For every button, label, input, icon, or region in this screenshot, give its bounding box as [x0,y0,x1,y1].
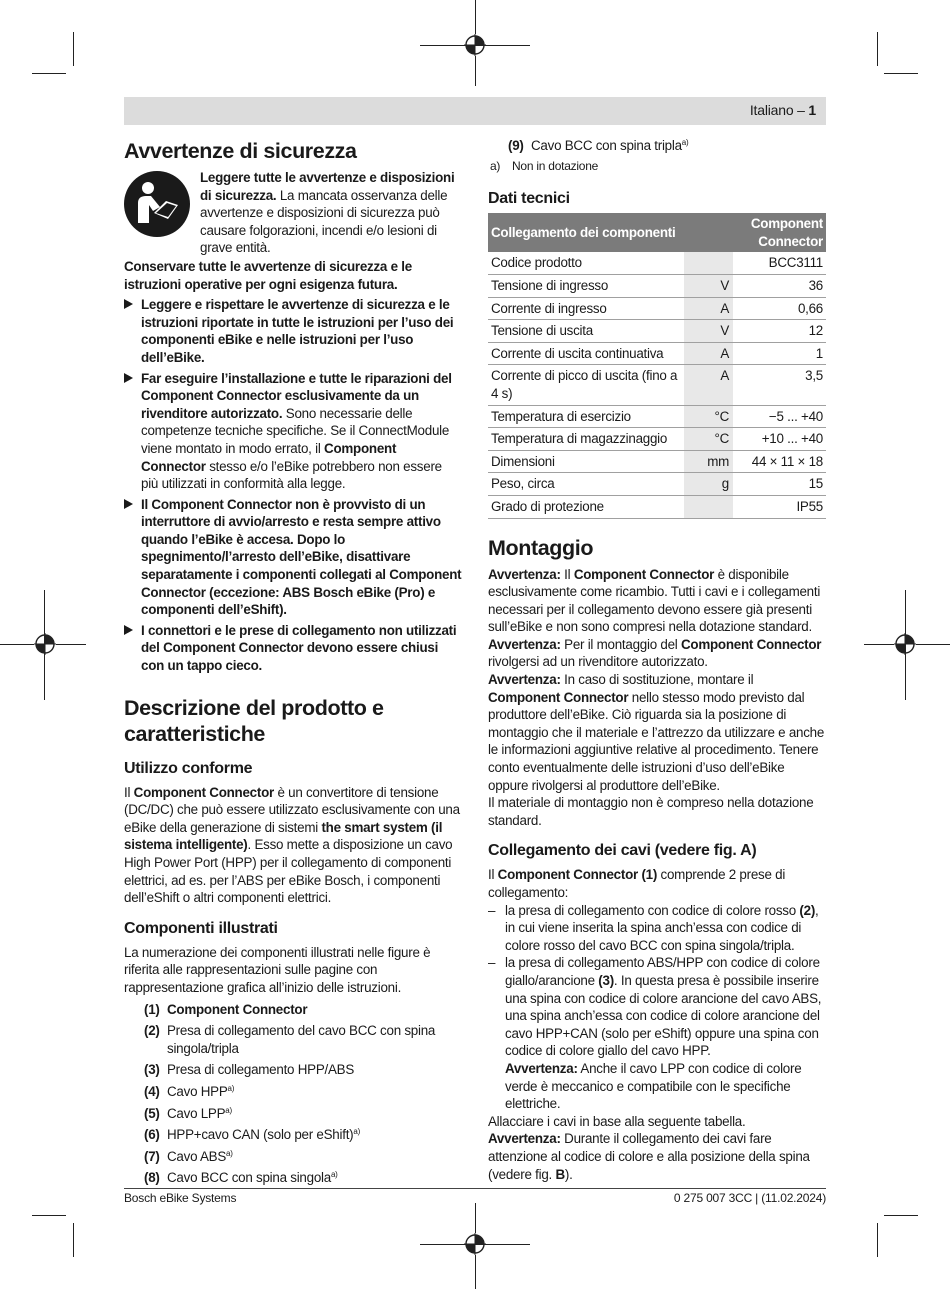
crop-mark [864,644,894,645]
spec-label: Grado di protezione [488,495,684,518]
spec-label: Corrente di uscita continuativa [488,342,684,365]
spec-value: +10 ... +40 [733,428,826,451]
crop-mark [475,1255,476,1289]
component-label: Cavo HPP [167,1083,228,1099]
spec-value: 3,5 [733,365,826,405]
component-label: Cavo LPP [167,1105,226,1121]
table-row [488,405,826,428]
component-label: HPP+cavo CAN (solo per eShift) [167,1127,354,1143]
crop-mark [32,73,66,74]
table-row [488,495,826,518]
warning-label: Avvertenza: [488,636,561,652]
spec-unit: °C [684,428,733,451]
component-label: Cavo BCC con spina singola [167,1170,331,1186]
component-number: (1) [144,1001,160,1017]
component-number: (3) [144,1062,160,1078]
footnote-ref: a) [681,138,689,147]
cables-paragraph: Allacciare i cavi in base alla seguente tabella. [488,1113,746,1129]
safety-bullet [124,622,462,675]
safety-bullet-text: stesso e/o l’eBike potrebbero non essere più utilizzati in conformità alla legge. [141,458,442,492]
crop-mark [884,1215,918,1216]
table-header-row [488,213,826,252]
table-row [488,450,826,473]
table-row [488,252,826,274]
text-bold: the smart system (il sistema intelligente) [124,819,443,853]
table-row [488,342,826,365]
text: Il [488,867,498,883]
mount-paragraph [488,636,826,671]
text: . Esso mette a disposizione un cavo High Power Port (HPP) per il collegamento di componenti elettrici, ad es. per l’ABS per eBike Bosch, i componenti dell’eShift o altri componenti elettrici. [124,837,453,906]
text: Il [124,784,134,800]
text: In caso di sostituzione, montare il [560,672,754,688]
safety-bullet-bold: Component Connector [141,440,397,474]
spec-value: 12 [733,320,826,343]
mount-paragraph [488,671,826,794]
text: è disponibile esclusivamente come ricambio. Tutti i cavi e i collegamenti necessari per il collegamento devono essere già presenti sull’eBike e non sono compresi nella dotazione standard. [488,566,821,635]
spec-value: 1 [733,342,826,365]
text: , in cui viene inserita la spina anch’essa con codice di colore rosso del cavo BCC con spina singola/tripla. [505,902,819,953]
safety-intro [124,169,462,257]
spec-value: 36 [733,274,826,297]
spec-label: Tensione di uscita [488,320,684,343]
warning-label: Avvertenza: [488,1131,561,1147]
crop-mark [475,1203,476,1233]
cables-paragraph [488,1130,826,1183]
safety-bullet [124,296,462,366]
crop-mark [884,73,918,74]
crop-mark [73,1223,74,1257]
text-bold: (3) [598,972,614,988]
text-bold: Component Connector [133,784,274,800]
safety-bullet-text: Leggere e rispettare le avvertenze di sicurezza e le istruzioni riportate in tutte le istruzioni per l’uso dei componenti eBike e nelle istruzioni per l’uso dell’eBike. [141,297,454,365]
text: nello stesso modo previsto dal produttore dell’eBike. Ciò riguarda sia la posizione di montaggio che il materiale e l’attrezzo da utilizzare e anche le informazioni aggiuntive relative al procedimento. Tenere conto eventualmente delle istruzioni d’uso dell’eBike oppure rivolgersi al produttore dell’eBike. [488,689,825,793]
component-number: (5) [144,1105,160,1121]
spec-value: −5 ... +40 [733,405,826,428]
safety-bullet [124,370,462,493]
spec-label: Corrente di ingresso [488,297,684,320]
table-row [488,274,826,297]
component-number: (2) [144,1023,160,1039]
dash: – [488,955,496,971]
registration-mark-icon [894,633,916,655]
warning-label: Avvertenza: [488,566,561,582]
footnote-ref: a) [330,1170,338,1180]
right-column [488,137,826,1183]
text: rivolgersi ad un rivenditore autorizzato. [488,654,708,670]
table-row [488,428,826,451]
footnote-ref: a) [226,1148,233,1158]
component-number: (4) [144,1083,160,1099]
spec-unit: A [684,365,733,405]
components-title: Componenti illustrati [124,919,278,937]
cables-title: Collegamento dei cavi (vedere fig. A) [488,842,757,860]
spec-label: Temperatura di magazzinaggio [488,428,684,451]
footnote [488,158,826,176]
component-item [124,1001,462,1019]
spec-unit: °C [684,405,733,428]
crop-mark [877,1223,878,1257]
bullet-triangle-icon [124,373,133,383]
spec-value: 0,66 [733,297,826,320]
component-label: Cavo ABS [167,1148,227,1164]
component-number: (6) [144,1127,160,1143]
component-item [124,1126,462,1144]
bullet-triangle-icon [124,299,133,309]
spec-unit [684,495,733,518]
spec-value: IP55 [733,495,826,518]
spec-unit: g [684,473,733,496]
mount-paragraph: Il materiale di montaggio non è compreso nella dotazione standard. [488,795,814,828]
crop-mark [73,32,74,66]
crop-mark [0,644,34,645]
spec-label: Temperatura di esercizio [488,405,684,428]
component-number: (7) [144,1148,160,1164]
spec-unit: A [684,297,733,320]
bullet-triangle-icon [124,625,133,635]
table-row [488,473,826,496]
component-item [124,1061,462,1079]
spec-unit [684,252,733,274]
spec-label: Dimensioni [488,450,684,473]
table-row [488,297,826,320]
text: è un convertitore di tensione (DC/DC) che può essere utilizzato esclusivamente con una eBike della generazione di sistemi [124,784,460,835]
text: Per il montaggio del [560,636,681,652]
table-header-right: Component Connector [684,213,826,252]
cables-list-item [488,902,826,955]
text: la presa di collegamento ABS/HPP con codice di colore giallo/arancione [505,955,820,988]
component-item [124,1022,462,1057]
warning-label: Avvertenza: [505,1060,578,1076]
table-row [488,365,826,405]
crop-mark [916,644,950,645]
spec-unit: A [684,342,733,365]
component-item [124,1083,462,1101]
safety-intro-bold: Leggere tutte le avvertenze e disposizioni di sicurezza. [200,170,455,203]
safety-bullet [124,496,462,619]
component-item [124,1105,462,1123]
crop-mark [32,1215,66,1216]
spec-value: 15 [733,473,826,496]
table-row [488,320,826,343]
safety-keep: Conservare tutte le avvertenze di sicurezza e le istruzioni operative per ogni esigenza futura. [124,258,412,292]
header-language: Italiano [749,102,794,118]
component-label: Cavo BCC con spina tripla [531,138,682,153]
use-title: Utilizzo conforme [124,759,253,777]
safety-bullet-text: I connettori e le prese di collegamento non utilizzati del Component Connector devono essere chiusi con un tappo cieco. [141,622,457,674]
text-bold: (2) [799,902,816,918]
component-item [124,1148,462,1166]
text-bold: Component Connector [680,636,822,652]
component-item [124,1169,462,1187]
component-number: (8) [144,1170,160,1186]
bullet-triangle-icon [124,499,133,509]
component-number: (9) [508,138,524,153]
crop-mark [475,56,476,86]
cables-intro [488,866,826,901]
components-intro: La numerazione dei componenti illustrati nelle figure è riferita alle rappresentazioni sulle pagine con rappresentazione grafica all’inizio delle istruzioni. [124,944,431,995]
spec-value: 44 × 11 × 18 [733,450,826,473]
page-number: 1 [808,102,816,118]
warning-label: Avvertenza: [488,672,561,688]
component-label: Presa di collegamento HPP/ABS [167,1062,355,1078]
page-header [124,97,826,125]
text-bold: Component Connector [573,566,715,582]
spec-label: Peso, circa [488,473,684,496]
mount-title: Montaggio [488,535,594,560]
text-bold: B [555,1166,565,1182]
safety-bullet-text: Il Component Connector non è provvisto di un interruttore di avvio/arresto e resta sempre attivo quando l’eBike è accesa. Dopo lo spegnimento/l’arresto dell’eBike, disattivare separatamente i componenti collegati al Component Connector (eccezione: ABS Bosch eBike (Pro) e componenti dell’eShift). [141,496,462,618]
spec-label: Corrente di picco di uscita (fino a 4 s) [488,365,684,405]
text: Il [560,566,574,582]
crop-mark [475,0,476,34]
registration-mark-icon [464,1233,486,1255]
header-separator: – [797,102,805,118]
footer-rule [124,1188,826,1189]
left-column [124,138,462,1187]
spec-label: Codice prodotto [488,252,684,274]
footnote-mark: a) [490,158,501,173]
spec-unit: mm [684,450,733,473]
spec-unit: V [684,274,733,297]
crop-mark [877,32,878,66]
text-bold: Component Connector [488,689,629,705]
component-item [488,137,826,155]
dash: – [488,902,496,918]
spec-label: Tensione di ingresso [488,274,684,297]
cables-list-item [488,954,826,1112]
safety-bullet-bold: Far eseguire l’installazione e tutte le riparazioni del Component Connector esclusivamente da un rivenditore autorizzato. [141,370,452,421]
header-text [750,102,816,118]
description-title: Descrizione del prodotto e caratteristiche [124,695,384,746]
table-header-left: Collegamento dei componenti [488,213,684,252]
crop-mark [56,644,86,645]
component-list [124,1001,462,1187]
registration-mark-icon [464,34,486,56]
spec-unit: V [684,320,733,343]
spec-value: BCC3111 [733,252,826,274]
mount-paragraph [488,566,826,636]
text: comprende 2 prese di collegamento: [488,867,786,900]
text: ). [564,1166,573,1182]
footnote-text: Non in dotazione [512,158,599,173]
safety-bullet-text: Sono necessarie delle competenze tecniche specifiche. Se il ConnectModule viene montato in modo errato, il [141,405,450,456]
safety-intro-text: La mancata osservanza delle avvertenze e disposizioni di sicurezza può causare folgorazioni, incendi e/o lesioni di grave entità. [200,187,448,256]
registration-mark-icon [34,633,56,655]
tech-table [488,213,826,518]
safety-title: Avvertenze di sicurezza [124,139,357,163]
footnote-ref: a) [227,1083,235,1093]
footnote-ref: a) [353,1127,360,1137]
footnote-ref: a) [225,1105,232,1115]
footer-left: Bosch eBike Systems [124,1191,237,1205]
text-bold: Component Connector (1) [497,867,658,883]
read-manual-icon [124,171,190,237]
text: . In questa presa è possibile inserire una spina con codice di colore arancione del cavo ABS, una spina anch’essa con codice di colore arancione del cavo HPP+CAN (solo per eShift) oppure una spina con codice di colore giallo del cavo HPP. [505,972,822,1059]
tech-title: Dati tecnici [488,190,570,208]
component-label: Presa di collegamento del cavo BCC con spina singola/tripla [167,1023,436,1056]
use-paragraph [124,784,462,907]
text: Durante il collegamento dei cavi fare attenzione al codice di colore e alla posizione della spina (vedere fig. [488,1131,810,1182]
component-label: Component Connector [167,1001,308,1017]
footer-right: 0 275 007 3CC | (11.02.2024) [673,1191,826,1205]
text: Anche il cavo LPP con codice di colore verde è meccanico e compatibile con le specifiche elettriche. [505,1060,802,1112]
text: la presa di collegamento con codice di colore rosso [505,902,800,918]
